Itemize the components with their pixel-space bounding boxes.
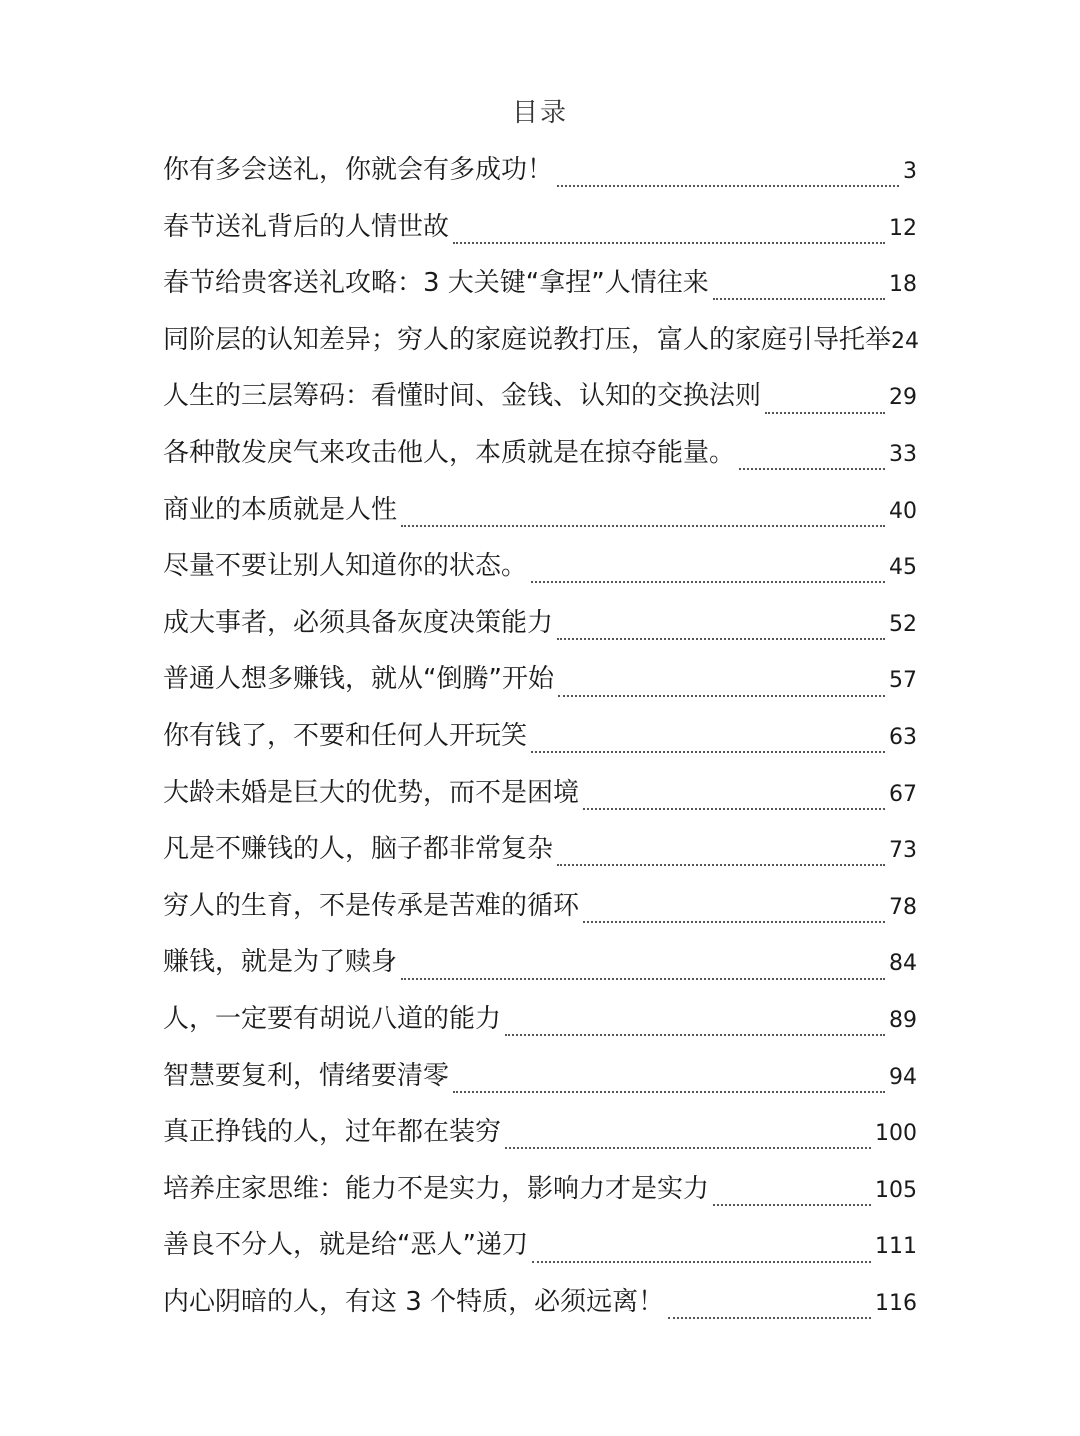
toc-page-number: 24 — [891, 328, 920, 354]
toc-entry-title: 各种散发戾气来攻击他人，本质就是在掠夺能量。 — [163, 437, 736, 468]
toc-entry — [163, 1217, 917, 1274]
toc-dot-leader — [765, 392, 885, 414]
toc-entry-title: 智慧要复利，情绪要清零 — [163, 1060, 450, 1091]
toc-entry — [163, 595, 917, 652]
toc-entry — [163, 991, 917, 1048]
toc-entry — [163, 538, 917, 595]
toc-entry-title: 培养庄家思维：能力不是实力，影响力才是实力 — [163, 1173, 710, 1204]
toc-entry-title: 善良不分人，就是给“恶人”递刀 — [163, 1230, 528, 1261]
toc-page-number: 18 — [889, 272, 917, 298]
toc-page-number: 29 — [889, 385, 917, 411]
toc-entry — [163, 1274, 917, 1331]
toc-dot-leader — [583, 788, 885, 810]
toc-page-number: 57 — [889, 668, 917, 694]
toc-page-number: 33 — [889, 441, 917, 467]
toc-entry-title: 商业的本质就是人性 — [163, 494, 398, 525]
toc-page-number: 111 — [875, 1234, 917, 1260]
toc-page-number: 12 — [889, 215, 917, 241]
toc-entry-title: 你有钱了，不要和任何人开玩笑 — [163, 720, 528, 751]
toc-dot-leader — [401, 958, 885, 980]
toc-entry-title: 春节给贵客送礼攻略：3 大关键“拿捏”人情往来 — [163, 268, 709, 299]
toc-dot-leader — [505, 1127, 871, 1149]
toc-entry — [163, 142, 917, 199]
toc-entry — [163, 199, 917, 256]
toc-entry-title: 内心阴暗的人，有这 3 个特质，必须远离！ — [163, 1286, 665, 1317]
toc-page-number: 78 — [889, 894, 917, 920]
toc-dot-leader — [531, 731, 885, 753]
toc-entry — [163, 821, 917, 878]
toc-page-number: 3 — [903, 159, 917, 184]
toc-entry-title: 赚钱，就是为了赎身 — [163, 947, 398, 978]
toc-dot-leader — [583, 901, 885, 923]
toc-dot-leader — [531, 561, 885, 583]
toc-dot-leader — [505, 1014, 885, 1036]
toc-entry — [163, 368, 917, 425]
toc-page-number: 52 — [889, 611, 917, 637]
toc-dot-leader — [668, 1297, 871, 1319]
toc-entry — [163, 651, 917, 708]
toc-entry — [163, 708, 917, 765]
toc-entry-title: 成大事者，必须具备灰度决策能力 — [163, 607, 554, 638]
toc-entry — [163, 425, 917, 482]
toc-dot-leader — [453, 222, 885, 244]
toc-dot-leader — [532, 1241, 871, 1263]
toc-entry-title: 同阶层的认知差异；穷人的家庭说教打压，富人的家庭引导托举 — [163, 324, 892, 355]
toc-page-number: 89 — [889, 1007, 917, 1033]
toc-dot-leader — [558, 675, 885, 697]
toc-entry-title: 人生的三层筹码：看懂时间、金钱、认知的交换法则 — [163, 381, 762, 412]
toc-list — [163, 142, 920, 1330]
toc-title: 目录 — [511, 98, 568, 128]
toc-dot-leader — [401, 505, 885, 527]
toc-page-number: 94 — [889, 1064, 917, 1090]
toc-page-number: 63 — [889, 724, 917, 750]
toc-entry-title: 穷人的生育，不是传承是苦难的循环 — [163, 890, 580, 921]
toc-entry-title: 你有多会送礼，你就会有多成功！ — [163, 155, 554, 185]
toc-dot-leader — [557, 618, 885, 640]
toc-dot-leader — [713, 278, 885, 300]
toc-entry — [163, 482, 917, 539]
toc-dot-leader — [739, 448, 885, 470]
toc-page-number: 67 — [889, 781, 917, 807]
toc-dot-leader — [557, 165, 899, 187]
toc-entry-title: 尽量不要让别人知道你的状态。 — [163, 551, 528, 582]
toc-entry — [163, 255, 917, 312]
toc-entry-title: 大龄未婚是巨大的优势，而不是困境 — [163, 777, 580, 808]
toc-page-number: 84 — [889, 951, 917, 977]
toc-entry — [163, 765, 917, 822]
toc-entry-title: 春节送礼背后的人情世故 — [163, 211, 450, 242]
toc-entry — [163, 1104, 917, 1161]
toc-page-number: 116 — [875, 1290, 917, 1316]
toc-page-number: 73 — [889, 838, 917, 864]
toc-entry-title: 真正挣钱的人，过年都在装穷 — [163, 1117, 502, 1148]
toc-dot-leader — [713, 1184, 871, 1206]
toc-page-number: 45 — [889, 555, 917, 581]
toc-entry-title: 凡是不赚钱的人，脑子都非常复杂 — [163, 834, 554, 865]
toc-page-number: 40 — [889, 498, 917, 524]
toc-dot-leader — [453, 1071, 885, 1093]
toc-entry-title: 人，一定要有胡说八道的能力 — [163, 1003, 502, 1034]
toc-entry — [163, 1048, 917, 1105]
toc-page-number: 100 — [875, 1121, 917, 1147]
toc-entry — [163, 312, 920, 369]
toc-entry — [163, 878, 917, 935]
toc-entry — [163, 934, 917, 991]
toc-entry — [163, 1161, 917, 1218]
toc-entry-title: 普通人想多赚钱，就从“倒腾”开始 — [163, 664, 554, 695]
toc-page-number: 105 — [875, 1177, 917, 1203]
toc-dot-leader — [557, 844, 885, 866]
